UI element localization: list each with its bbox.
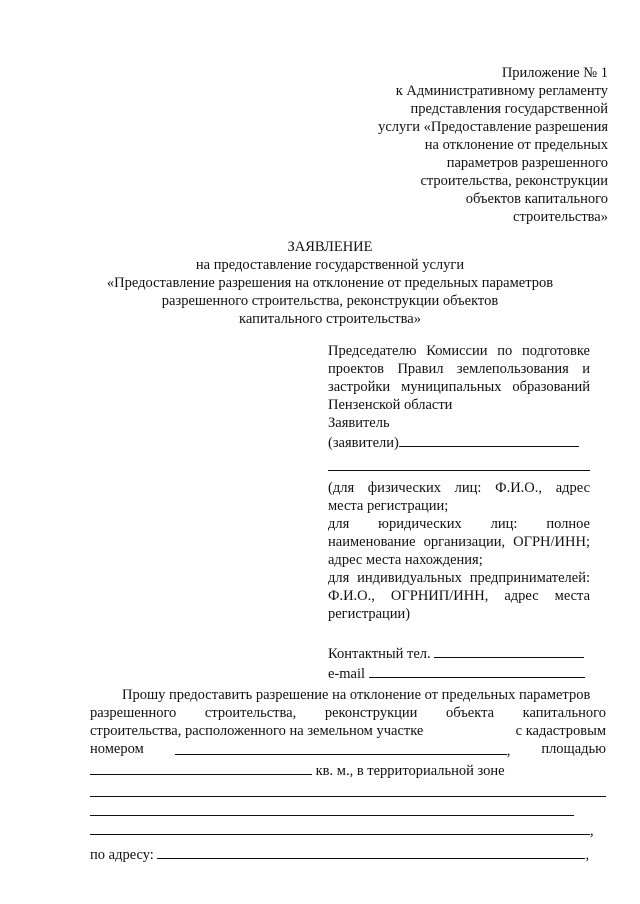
title-line: «Предоставление разрешения на отклонение от предельных параметров [106,275,554,291]
cadastral-label: номером [90,741,144,757]
appendix-line: строительства» [513,209,608,225]
appendix-line: услуги «Предоставление разрешения [378,119,608,135]
appendix-header [318,64,608,226]
phone-label: Контактный тел. [328,646,431,662]
hint-line: (для физических лиц: Ф.И.О., адрес [328,480,590,496]
zone-field[interactable] [90,782,606,797]
applicant-name-field[interactable] [399,432,579,447]
hint-line: Ф.И.О., ОГРНИП/ИНН, адрес места [328,588,590,604]
hint-line: для юридических лиц: полное [328,516,590,532]
appendix-line: параметров разрешенного [446,155,608,171]
comma: , [506,743,511,759]
title-line: капитального строительства» [239,311,421,327]
addressee-block [328,342,590,683]
area-row [90,760,606,780]
hint-line: для индивидуальных предпринимателей: [328,570,590,586]
zone-field-2[interactable] [90,801,574,816]
appendix-line: на отклонение от предельных [424,137,608,153]
title-heading: ЗАЯВЛЕНИЕ [287,239,373,255]
applicants-label: (заявители) [328,435,399,451]
hint-line: наименование организации, ОГРН/ИНН; [328,534,590,550]
hint-line: адрес места нахождения; [328,552,483,568]
area-field[interactable] [90,760,312,775]
comma: , [590,823,594,839]
addressee-line: застройки муниципальных образований [328,379,590,395]
applicant-name-field-2[interactable] [328,456,590,471]
comma: , [585,847,590,863]
addressee-line: проектов Правил землепользования и [328,361,590,377]
hint-line: места регистрации; [328,498,449,514]
address-row [90,844,606,864]
title-line: разрешенного строительства, реконструкции объектов [161,293,499,309]
applicants-row [328,432,590,452]
hint-line: регистрации) [328,606,411,622]
zone-field-3[interactable] [90,820,590,835]
applicant-label: Заявитель [328,415,390,431]
request-text: с кадастровым [515,723,606,739]
request-line [90,722,606,740]
cadastral-row [90,740,606,760]
email-row [328,663,590,683]
request-text: строительства, расположенного на земельном участке [90,723,424,739]
appendix-line: к Административному регламенту [395,83,608,99]
title-line: на предоставление государственной услуги [195,257,465,273]
appendix-line: Приложение № 1 [501,65,608,81]
address-field[interactable] [157,844,585,859]
request-line: разрешенного строительства, реконструкции объекта капитального [90,705,606,721]
request-line: Прошу предоставить разрешение на отклонение от предельных параметров [122,687,591,703]
area-label: площадью [541,741,606,757]
phone-field[interactable] [434,643,584,658]
area-text: кв. м., в территориальной зоне [315,763,505,779]
document-title [60,238,600,328]
addressee-line: Пензенской области [328,397,453,413]
zone-row-3 [90,820,606,840]
cadastral-number-field[interactable] [175,740,507,755]
email-field[interactable] [369,663,585,678]
email-label: e-mail [328,666,366,682]
phone-row [328,643,590,663]
appendix-line: строительства, реконструкции [420,173,608,189]
addressee-line: Председателю Комиссии по подготовке [328,343,590,359]
request-paragraph [90,686,606,864]
appendix-line: представления государственной [410,101,608,117]
appendix-line: объектов капитального [465,191,608,207]
address-label: по адресу: [90,847,154,863]
